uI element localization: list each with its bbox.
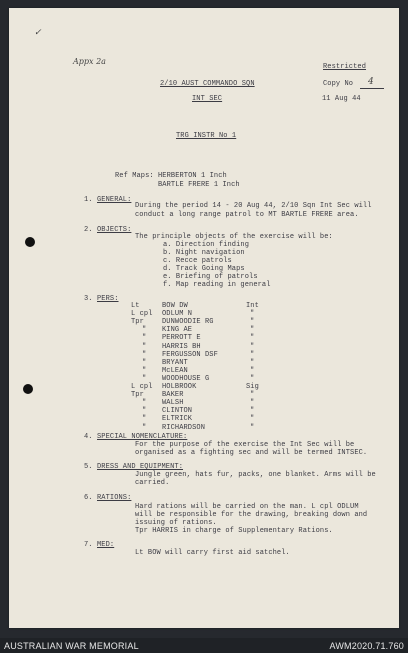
personnel-name: PERROTT E	[162, 334, 201, 342]
section-number: 1.	[84, 196, 93, 204]
section-number: 2.	[84, 226, 93, 234]
general-line-2: conduct a long range patrol to MT BARTLE FRERE area.	[135, 211, 359, 219]
objects-item: c. Recce patrols	[163, 257, 232, 265]
personnel-rank: "	[142, 424, 147, 432]
personnel-rank: L cpl	[131, 310, 153, 318]
personnel-name: KING AE	[162, 326, 193, 334]
objects-intro: The principle objects of the exercise will be:	[135, 233, 333, 241]
personnel-name: BRYANT	[162, 359, 188, 367]
personnel-rank: "	[142, 415, 147, 423]
punch-hole	[23, 384, 33, 394]
personnel-role: Sig	[246, 383, 259, 391]
section-name: INT SEC	[192, 95, 223, 103]
special-line-2: organised as a fighting sec and will be termed INTSEC.	[135, 449, 368, 457]
personnel-rank: "	[142, 351, 147, 359]
personnel-rank: "	[142, 367, 147, 375]
special-line-1: For the purpose of the exercise the Int Sec will be	[135, 441, 355, 449]
section-title-special: SPECIAL NOMENCLATURE:	[97, 433, 188, 441]
personnel-name: BOW DW	[162, 302, 188, 310]
classification: Restricted	[323, 63, 367, 71]
personnel-name: FERGUSSON DSF	[162, 351, 218, 359]
personnel-rank: L cpl	[131, 383, 153, 391]
med-line-1: Lt BOW will carry first aid satchel.	[135, 549, 290, 557]
personnel-role: Int	[246, 302, 259, 310]
personnel-role: "	[250, 326, 255, 334]
personnel-name: ODLUM N	[162, 310, 193, 318]
personnel-name: ELTRICK	[162, 415, 193, 423]
personnel-role: "	[250, 399, 255, 407]
personnel-rank: "	[142, 359, 147, 367]
rations-line-1: Hard rations will be carried on the man. L cpl ODLUM	[135, 503, 359, 511]
personnel-role: "	[250, 375, 255, 383]
section-title-med: MED:	[97, 541, 115, 549]
personnel-name: CLINTON	[162, 407, 193, 415]
personnel-role: "	[250, 334, 255, 342]
personnel-role: "	[250, 310, 255, 318]
personnel-rank: Lt	[131, 302, 140, 310]
section-title-objects: OBJECTS:	[97, 226, 132, 234]
section-title-dress: DRESS AND EQUIPMENT:	[97, 463, 184, 471]
rations-line-3: issuing of rations.	[135, 519, 217, 527]
copy-number-line	[360, 88, 384, 89]
personnel-role: "	[250, 367, 255, 375]
personnel-name: DUNWOODIE RG	[162, 318, 214, 326]
personnel-name: HOLBROOK	[162, 383, 197, 391]
personnel-role: "	[250, 424, 255, 432]
personnel-name: WOODHOUSE G	[162, 375, 210, 383]
personnel-rank: Tpr	[131, 391, 144, 399]
section-number: 3.	[84, 295, 93, 303]
personnel-role: "	[250, 407, 255, 415]
section-title-general: GENERAL:	[97, 196, 132, 204]
dress-line-2: carried.	[135, 479, 170, 487]
personnel-name: WALSH	[162, 399, 184, 407]
personnel-role: "	[250, 351, 255, 359]
ref-maps-line-1: Ref Maps: HERBERTON 1 Inch	[115, 172, 227, 180]
personnel-name: HARRIS BH	[162, 343, 201, 351]
section-number: 5.	[84, 463, 93, 471]
personnel-rank: "	[142, 334, 147, 342]
instruction-title: TRG INSTR No 1	[176, 132, 237, 140]
rations-line-2: will be responsible for the drawing, breaking down and	[135, 511, 368, 519]
rations-line-4: Tpr HARRIS in charge of Supplementary Rations.	[135, 527, 333, 535]
personnel-rank: "	[142, 326, 147, 334]
objects-item: b. Night navigation	[163, 249, 245, 257]
dress-line-1: Jungle green, hats fur, packs, one blanket. Arms will be	[135, 471, 376, 479]
personnel-name: RICHARDSON	[162, 424, 206, 432]
personnel-rank: "	[142, 407, 147, 415]
objects-item: a. Direction finding	[163, 241, 250, 249]
objects-item: d. Track Going Maps	[163, 265, 245, 273]
ref-maps-line-2: BARTLE FRERE 1 Inch	[158, 181, 240, 189]
footer-accession-number: AWM2020.71.760	[329, 641, 404, 651]
section-number: 6.	[84, 494, 93, 502]
section-number: 4.	[84, 433, 93, 441]
personnel-role: "	[250, 318, 255, 326]
document-date: 11 Aug 44	[322, 95, 361, 103]
punch-hole	[25, 237, 35, 247]
personnel-role: "	[250, 359, 255, 367]
general-line-1: During the period 14 - 20 Aug 44, 2/10 Sqn Int Sec will	[135, 202, 372, 210]
objects-item: e. Briefing of patrols	[163, 273, 258, 281]
objects-item: f. Map reading in general	[163, 281, 271, 289]
copy-label: Copy No	[323, 80, 354, 88]
personnel-name: McLEAN	[162, 367, 188, 375]
footer-institution: AUSTRALIAN WAR MEMORIAL	[4, 641, 139, 651]
unit-name: 2/10 AUST COMMANDO SQN	[160, 80, 255, 88]
personnel-role: "	[250, 343, 255, 351]
personnel-rank: "	[142, 399, 147, 407]
section-number: 7.	[84, 541, 93, 549]
personnel-rank: "	[142, 375, 147, 383]
personnel-role: "	[250, 391, 255, 399]
personnel-rank: Tpr	[131, 318, 144, 326]
handwritten-tick: ✓	[34, 28, 42, 38]
section-title-rations: RATIONS:	[97, 494, 132, 502]
personnel-role: "	[250, 415, 255, 423]
copy-number: 4	[368, 77, 374, 87]
personnel-name: BAKER	[162, 391, 184, 399]
section-title-pers: PERS:	[97, 295, 119, 303]
handwritten-reference: Appx 2a	[73, 57, 106, 66]
personnel-rank: "	[142, 343, 147, 351]
